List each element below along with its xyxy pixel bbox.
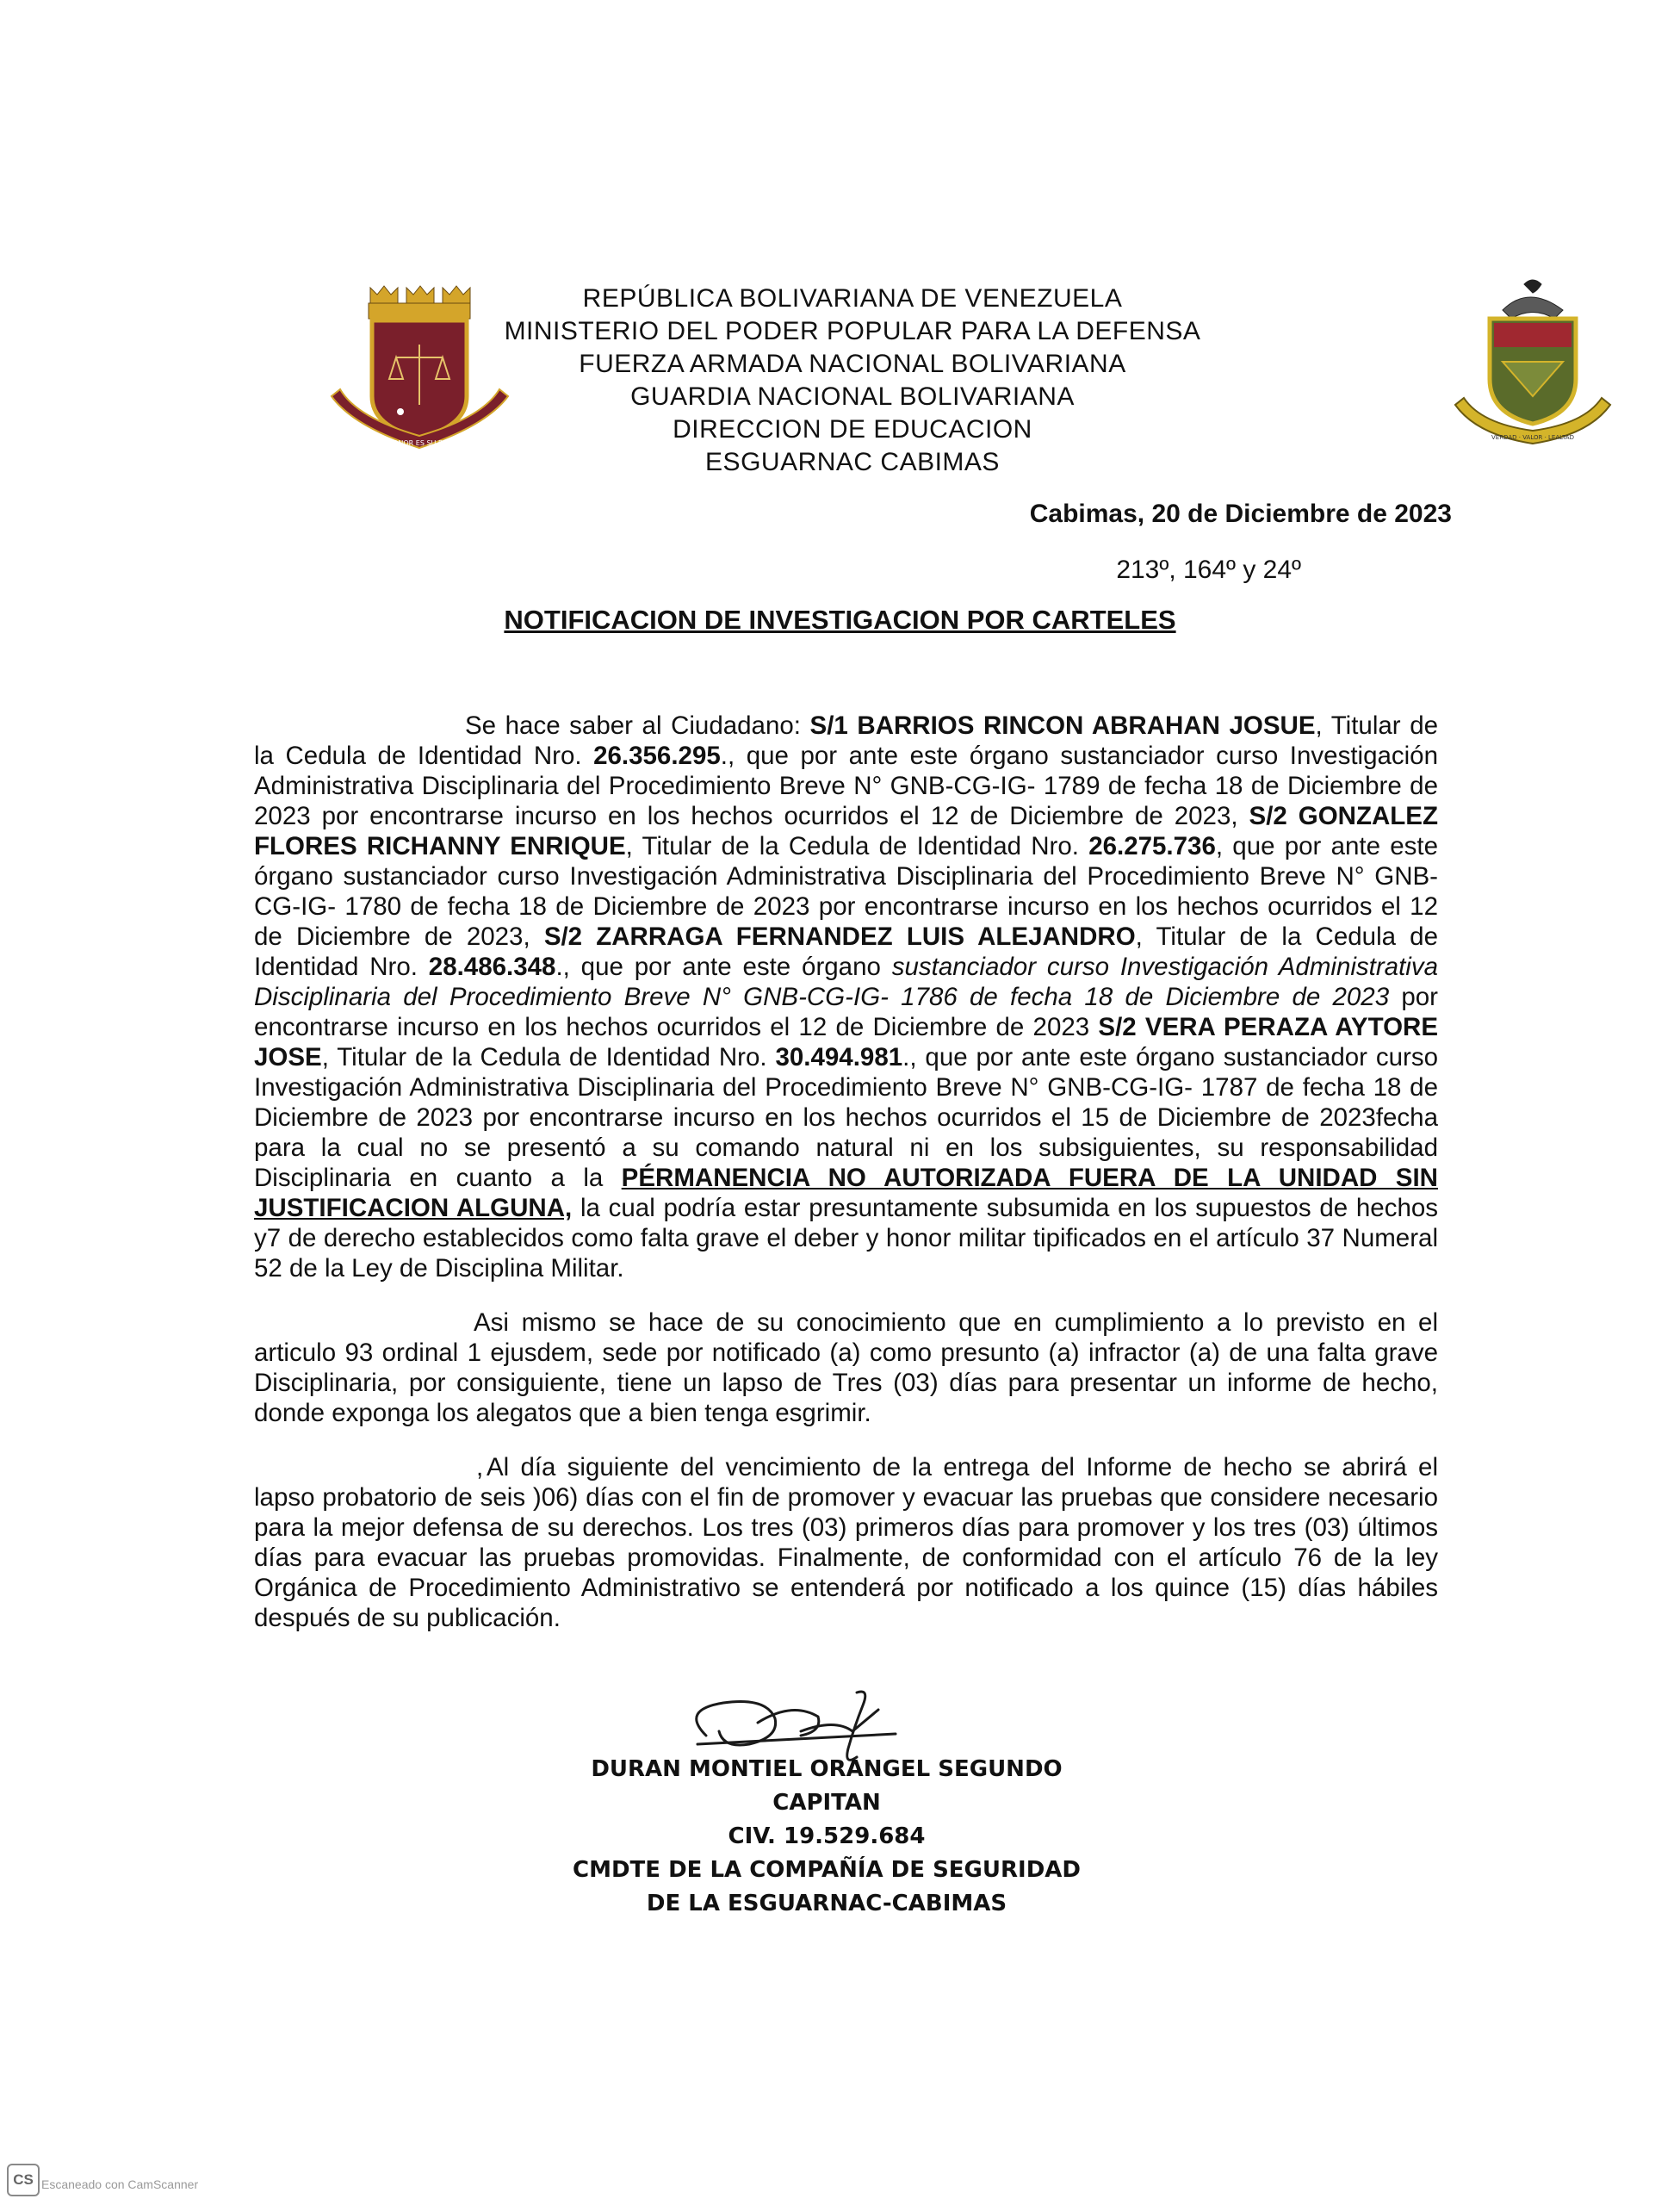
person-name: S/2 ZARRAGA FERNANDEZ LUIS ALEJANDRO (543, 922, 1136, 951)
paragraph-evidence-period (254, 1452, 1438, 1633)
institution-header (431, 283, 1274, 479)
signer-name: DURAN MONTIEL ORANGEL SEGUNDO (591, 1756, 1063, 1782)
text-run: ., que por ante este órgano sustanciador curso Investigación Administrativa Disciplinaria del Procedimiento Breve N° GNB-CG-IG- 1787 de fecha 18 de Diciembre de 2023 por encontrarse incurso en los hechos ocurridos el 15 de Diciembre de 2023fecha para la cual no se presentó a su comando natural ni en los subsiguientes, su responsabilidad Disciplinaria en cuanto a la (254, 1043, 1438, 1192)
header-line: GUARDIA NACIONAL BOLIVARIANA (630, 382, 1075, 411)
camscanner-logo: CS (7, 2164, 40, 2196)
signature-block (560, 1753, 1094, 1921)
text-run: , Titular de la Cedula de Identidad Nro. (321, 1043, 776, 1071)
stray-mark: , (476, 1453, 484, 1481)
document-body (254, 711, 1438, 1633)
text-run: Se hace saber al Ciudadano: (465, 711, 810, 740)
person-name: S/2 GONZALEZ FLORES RICHANNY ENRIQUE (254, 802, 1438, 860)
esguarnac-emblem-right (1451, 276, 1615, 448)
id-number: 28.486.348 (428, 953, 556, 981)
signer-post: CMDTE DE LA COMPAÑÍA DE SEGURIDAD (573, 1857, 1081, 1883)
text-run: , Titular de la Cedula de Identidad Nro. (254, 922, 1438, 981)
text-run: Al día siguiente del vencimiento de la entrega del Informe de hecho se abrirá el lapso probatorio de seis )06) días con el fin de promover y evacuar las pruebas que considere necesario para la mejor defensa de su derechos. Los tres (03) primeros días para promover y los tres (03) últimos días para evacuar las pruebas promovidas. Finalmente, de conformidad con el artículo 76 de la ley Orgánica de Procedimiento Administrativo se entenderá por notificado a los quince (15) días hábiles después de su publicación. (254, 1453, 1438, 1632)
patriotic-years: 213º, 164º y 24º (1116, 556, 1301, 584)
offense-description: PÉRMANENCIA NO AUTORIZADA FUERA DE LA UNIDAD SIN JUSTIFICACION ALGUNA, (254, 1164, 1438, 1222)
signer-post: DE LA ESGUARNAC-CABIMAS (646, 1891, 1007, 1916)
text-run: , que por ante este órgano sustanciador curso Investigación Administrativa Disciplinaria del Procedimiento Breve N° GNB-CG-IG- 1780 de fecha 18 de Diciembre de 2023 por encontrarse incurso en los hechos ocurridos el 12 de Diciembre de 2023, (254, 832, 1438, 951)
svg-text:EL HONOR ES SU DIVISA: EL HONOR ES SU DIVISA (377, 439, 462, 447)
paragraph-notification (254, 711, 1438, 1283)
text-run: , Titular de la Cedula de Identidad Nro. (625, 832, 1089, 860)
text-run: por encontrarse incurso en los hechos ocurridos el 12 de Diciembre de 2023 (254, 983, 1438, 1041)
text-run: ., que por ante este órgano (555, 953, 892, 981)
id-number: 30.494.981 (775, 1043, 903, 1071)
paragraph-deadline: Asi mismo se hace de su conocimiento que en cumplimiento a lo previsto en el articulo 93 ordinal 1 ejusdem, sede por notificado (a) como presunto (a) infractor (a) de una falta grave Disciplinaria, por consiguiente, tiene un lapso de Tres (03) días para presentar un informe de hecho, donde exponga los alegatos que a bien tenga esgrimir. (254, 1308, 1438, 1427)
text-run: la cual podría estar presuntamente subsumida en los supuestos de hechos y7 de derecho establecidos como falta grave el deber y honor militar tipificados en el artículo 37 Numeral 52 de la Ley de Disciplina Militar. (254, 1194, 1439, 1283)
signer-rank: CAPITAN (772, 1790, 881, 1816)
person-name: S/1 BARRIOS RINCON ABRAHAN JOSUE (809, 711, 1316, 740)
camscanner-watermark: Escaneado con CamScanner (41, 2177, 199, 2191)
text-run-italic: sustanciador curso Investigación Administrativa Disciplinaria del Procedimiento Breve N° GNB-CG-IG- 1786 de fecha 18 de Diciembre de 2023 (254, 953, 1438, 1011)
document-title: NOTIFICACION DE INVESTIGACION POR CARTELES (504, 605, 1176, 635)
text-run: ., que por ante este órgano sustanciador curso Investigación Administrativa Disciplinaria del Procedimiento Breve N° GNB-CG-IG- 1789 de fecha 18 de Diciembre de 2023 por encontrarse incurso en los hechos ocurridos el 12 de Diciembre de 2023, (254, 742, 1438, 830)
person-name: S/2 VERA PERAZA AYTORE JOSE (254, 1013, 1438, 1071)
id-number: 26.356.295 (593, 742, 721, 770)
header-line: MINISTERIO DEL PODER POPULAR PARA LA DEFENSA (504, 317, 1201, 345)
header-line: DIRECCION DE EDUCACION (673, 415, 1032, 444)
place-date: Cabimas, 20 de Diciembre de 2023 (1029, 500, 1452, 528)
header-line: ESGUARNAC CABIMAS (705, 448, 1000, 476)
text-run: , Titular de la Cedula de Identidad Nro. (254, 711, 1439, 770)
header-line: REPÚBLICA BOLIVARIANA DE VENEZUELA (582, 284, 1123, 313)
id-number: 26.275.736 (1088, 832, 1216, 860)
header-line: FUERZA ARMADA NACIONAL BOLIVARIANA (579, 350, 1126, 378)
svg-text:VERDAD · VALOR · LEALTAD: VERDAD · VALOR · LEALTAD (1491, 434, 1574, 441)
signer-id: CIV. 19.529.684 (728, 1823, 926, 1849)
